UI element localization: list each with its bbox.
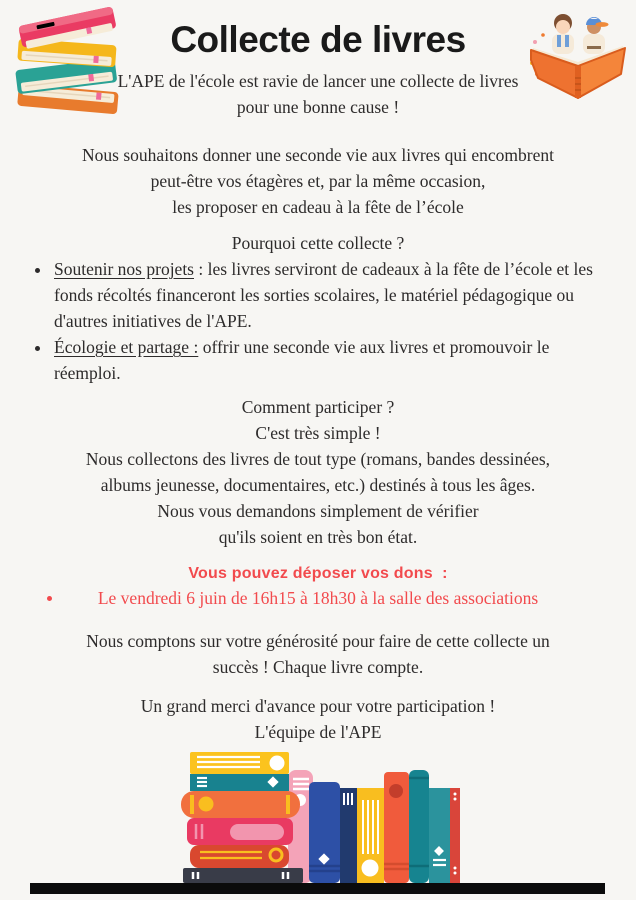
how-line: albums jeunesse, documentaires, etc.) destinés à tous les âges.: [100, 475, 536, 495]
dropoff-heading: Vous pouvez déposer vos dons :: [188, 565, 448, 582]
bullet-label: Soutenir nos projets: [54, 259, 194, 279]
closing-line: succès ! Chaque livre compte.: [212, 657, 424, 677]
how-line: qu'ils soient en très bon état.: [218, 527, 418, 547]
intro-paragraph: [0, 142, 636, 220]
subtitle-line: L'APE de l'école est ravie de lancer une collecte de livres: [117, 71, 519, 91]
how-line: C'est très simple !: [255, 423, 381, 443]
subtitle-line: pour une bonne cause !: [236, 97, 400, 117]
kids-reading-icon: [526, 8, 630, 100]
bullet-label: Écologie et partage :: [54, 337, 199, 357]
closing-paragraph: [0, 628, 636, 680]
why-list: [0, 256, 600, 386]
list-item: [52, 334, 600, 386]
intro-line: Nous souhaitons donner une seconde vie aux livres qui encombrent: [82, 145, 554, 165]
bullet-text: : les livres serviront de cadeaux à la fête de l’école et les fonds récoltés financeront les sorties scolaires, le matériel pédagogique ou d'autres initiatives de l'APE.: [54, 259, 593, 331]
how-line: Nous collectons des livres de tout type (romans, bandes dessinées,: [85, 449, 551, 469]
shelf-bar: [30, 883, 605, 894]
stacked-books: [181, 752, 303, 883]
thanks-line: L'équipe de l'APE: [254, 722, 382, 742]
how-heading: Comment participer ?: [241, 397, 395, 417]
vertical-books: [309, 770, 460, 883]
how-section: [0, 394, 636, 550]
girl: [552, 14, 574, 54]
thanks-line: Un grand merci d'avance pour votre participation !: [140, 696, 496, 716]
page-title: Collecte de livres: [170, 19, 466, 60]
how-line: Nous vous demandons simplement de vérifier: [157, 501, 479, 521]
dropoff-slot: [0, 585, 636, 611]
intro-line: peut-être vos étagères et, par la même occasion,: [150, 171, 486, 191]
boy: [583, 17, 609, 54]
dropoff-slot-text: Le vendredi 6 juin de 16h15 à 18h30 à la salle des associations: [97, 588, 539, 608]
intro-line: les proposer en cadeau à la fête de l’école: [172, 197, 464, 217]
list-item: [52, 256, 600, 334]
book-stack-icon: [8, 6, 126, 114]
why-heading: Pourquoi cette collecte ?: [231, 233, 405, 253]
thanks-paragraph: [0, 693, 636, 745]
closing-line: Nous comptons sur votre générosité pour faire de cette collecte un: [86, 631, 550, 651]
books-shelf-icon: [176, 748, 460, 883]
red-bullet-dot: [47, 596, 52, 601]
bullet-text: offrir une seconde vie aux livres et promouvoir le réemploi.: [54, 337, 550, 383]
